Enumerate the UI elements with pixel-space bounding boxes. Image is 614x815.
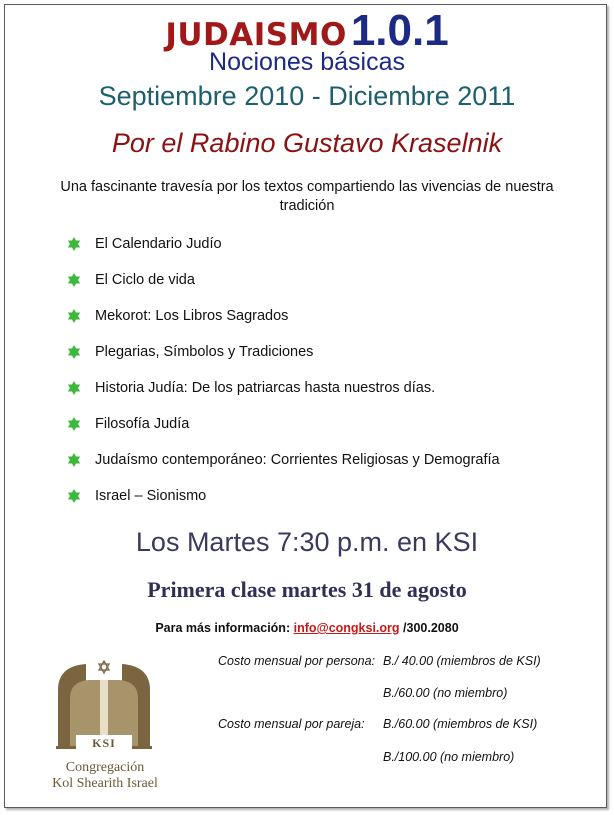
star-of-david-icon bbox=[66, 308, 82, 324]
star-of-david-icon bbox=[66, 380, 82, 396]
author-line: Por el Rabino Gustavo Kraselnik bbox=[111, 128, 503, 158]
list-item bbox=[66, 235, 500, 271]
cost-couple-label: Costo mensual por pareja: bbox=[218, 717, 365, 731]
list-item bbox=[66, 271, 500, 307]
list-item bbox=[66, 451, 500, 487]
topic-label: Historia Judía: De los patriarcas hasta nuestros días. bbox=[95, 380, 436, 396]
star-of-david-icon bbox=[66, 452, 82, 468]
list-item bbox=[66, 343, 500, 379]
email-link[interactable]: info@congksi.org bbox=[293, 621, 400, 635]
list-item bbox=[66, 379, 500, 415]
logo-caption-line-2: Kol Shearith Israel bbox=[52, 776, 158, 791]
title-word: JUDAISMO bbox=[165, 17, 347, 53]
star-of-david-icon bbox=[66, 236, 82, 252]
contact-info bbox=[0, 621, 614, 635]
topic-list bbox=[66, 235, 500, 523]
star-of-david-icon bbox=[66, 344, 82, 360]
intro-text bbox=[30, 178, 584, 216]
contact-phone: /300.2080 bbox=[403, 621, 459, 635]
topic-label: El Calendario Judío bbox=[95, 236, 222, 252]
cost-person-non-members: B./60.00 (no miembro) bbox=[383, 686, 508, 700]
logo-monogram: KSI bbox=[76, 735, 132, 751]
topic-label: Mekorot: Los Libros Sagrados bbox=[95, 308, 289, 324]
star-of-david-icon bbox=[66, 488, 82, 504]
logo-caption-line-1: Congregación bbox=[65, 760, 145, 775]
first-class-text: Primera clase martes 31 de agosto bbox=[147, 577, 467, 602]
cost-person-label: Costo mensual por persona: bbox=[218, 654, 376, 668]
cost-couple-members: B./60.00 (miembros de KSI) bbox=[383, 717, 538, 731]
title-version: 1.0.1 bbox=[350, 6, 449, 55]
subtitle: Nociones básicas bbox=[209, 48, 405, 76]
intro-line-1: Una fascinante travesía por los textos compartiendo las vivencias de nuestra bbox=[60, 179, 554, 195]
cost-person-members: B./ 40.00 (miembros de KSI) bbox=[383, 654, 541, 668]
topic-label: Israel – Sionismo bbox=[95, 488, 207, 504]
contact-label: Para más información: bbox=[155, 621, 291, 635]
list-item bbox=[66, 415, 500, 451]
topic-label: Filosofía Judía bbox=[95, 416, 190, 432]
date-range: Septiembre 2010 - Diciembre 2011 bbox=[98, 81, 516, 111]
list-item bbox=[66, 487, 500, 523]
list-item bbox=[66, 307, 500, 343]
intro-line-2: tradición bbox=[279, 198, 335, 214]
star-of-david-icon bbox=[66, 416, 82, 432]
topic-label: El Ciclo de vida bbox=[95, 272, 195, 288]
topic-label: Plegarias, Símbolos y Tradiciones bbox=[95, 344, 314, 360]
star-of-david-icon bbox=[66, 272, 82, 288]
topic-label: Judaísmo contemporáneo: Corrientes Religiosas y Demografía bbox=[95, 452, 500, 468]
cost-couple-non-members: B./100.00 (no miembro) bbox=[383, 750, 515, 764]
schedule-text: Los Martes 7:30 p.m. en KSI bbox=[135, 527, 479, 557]
